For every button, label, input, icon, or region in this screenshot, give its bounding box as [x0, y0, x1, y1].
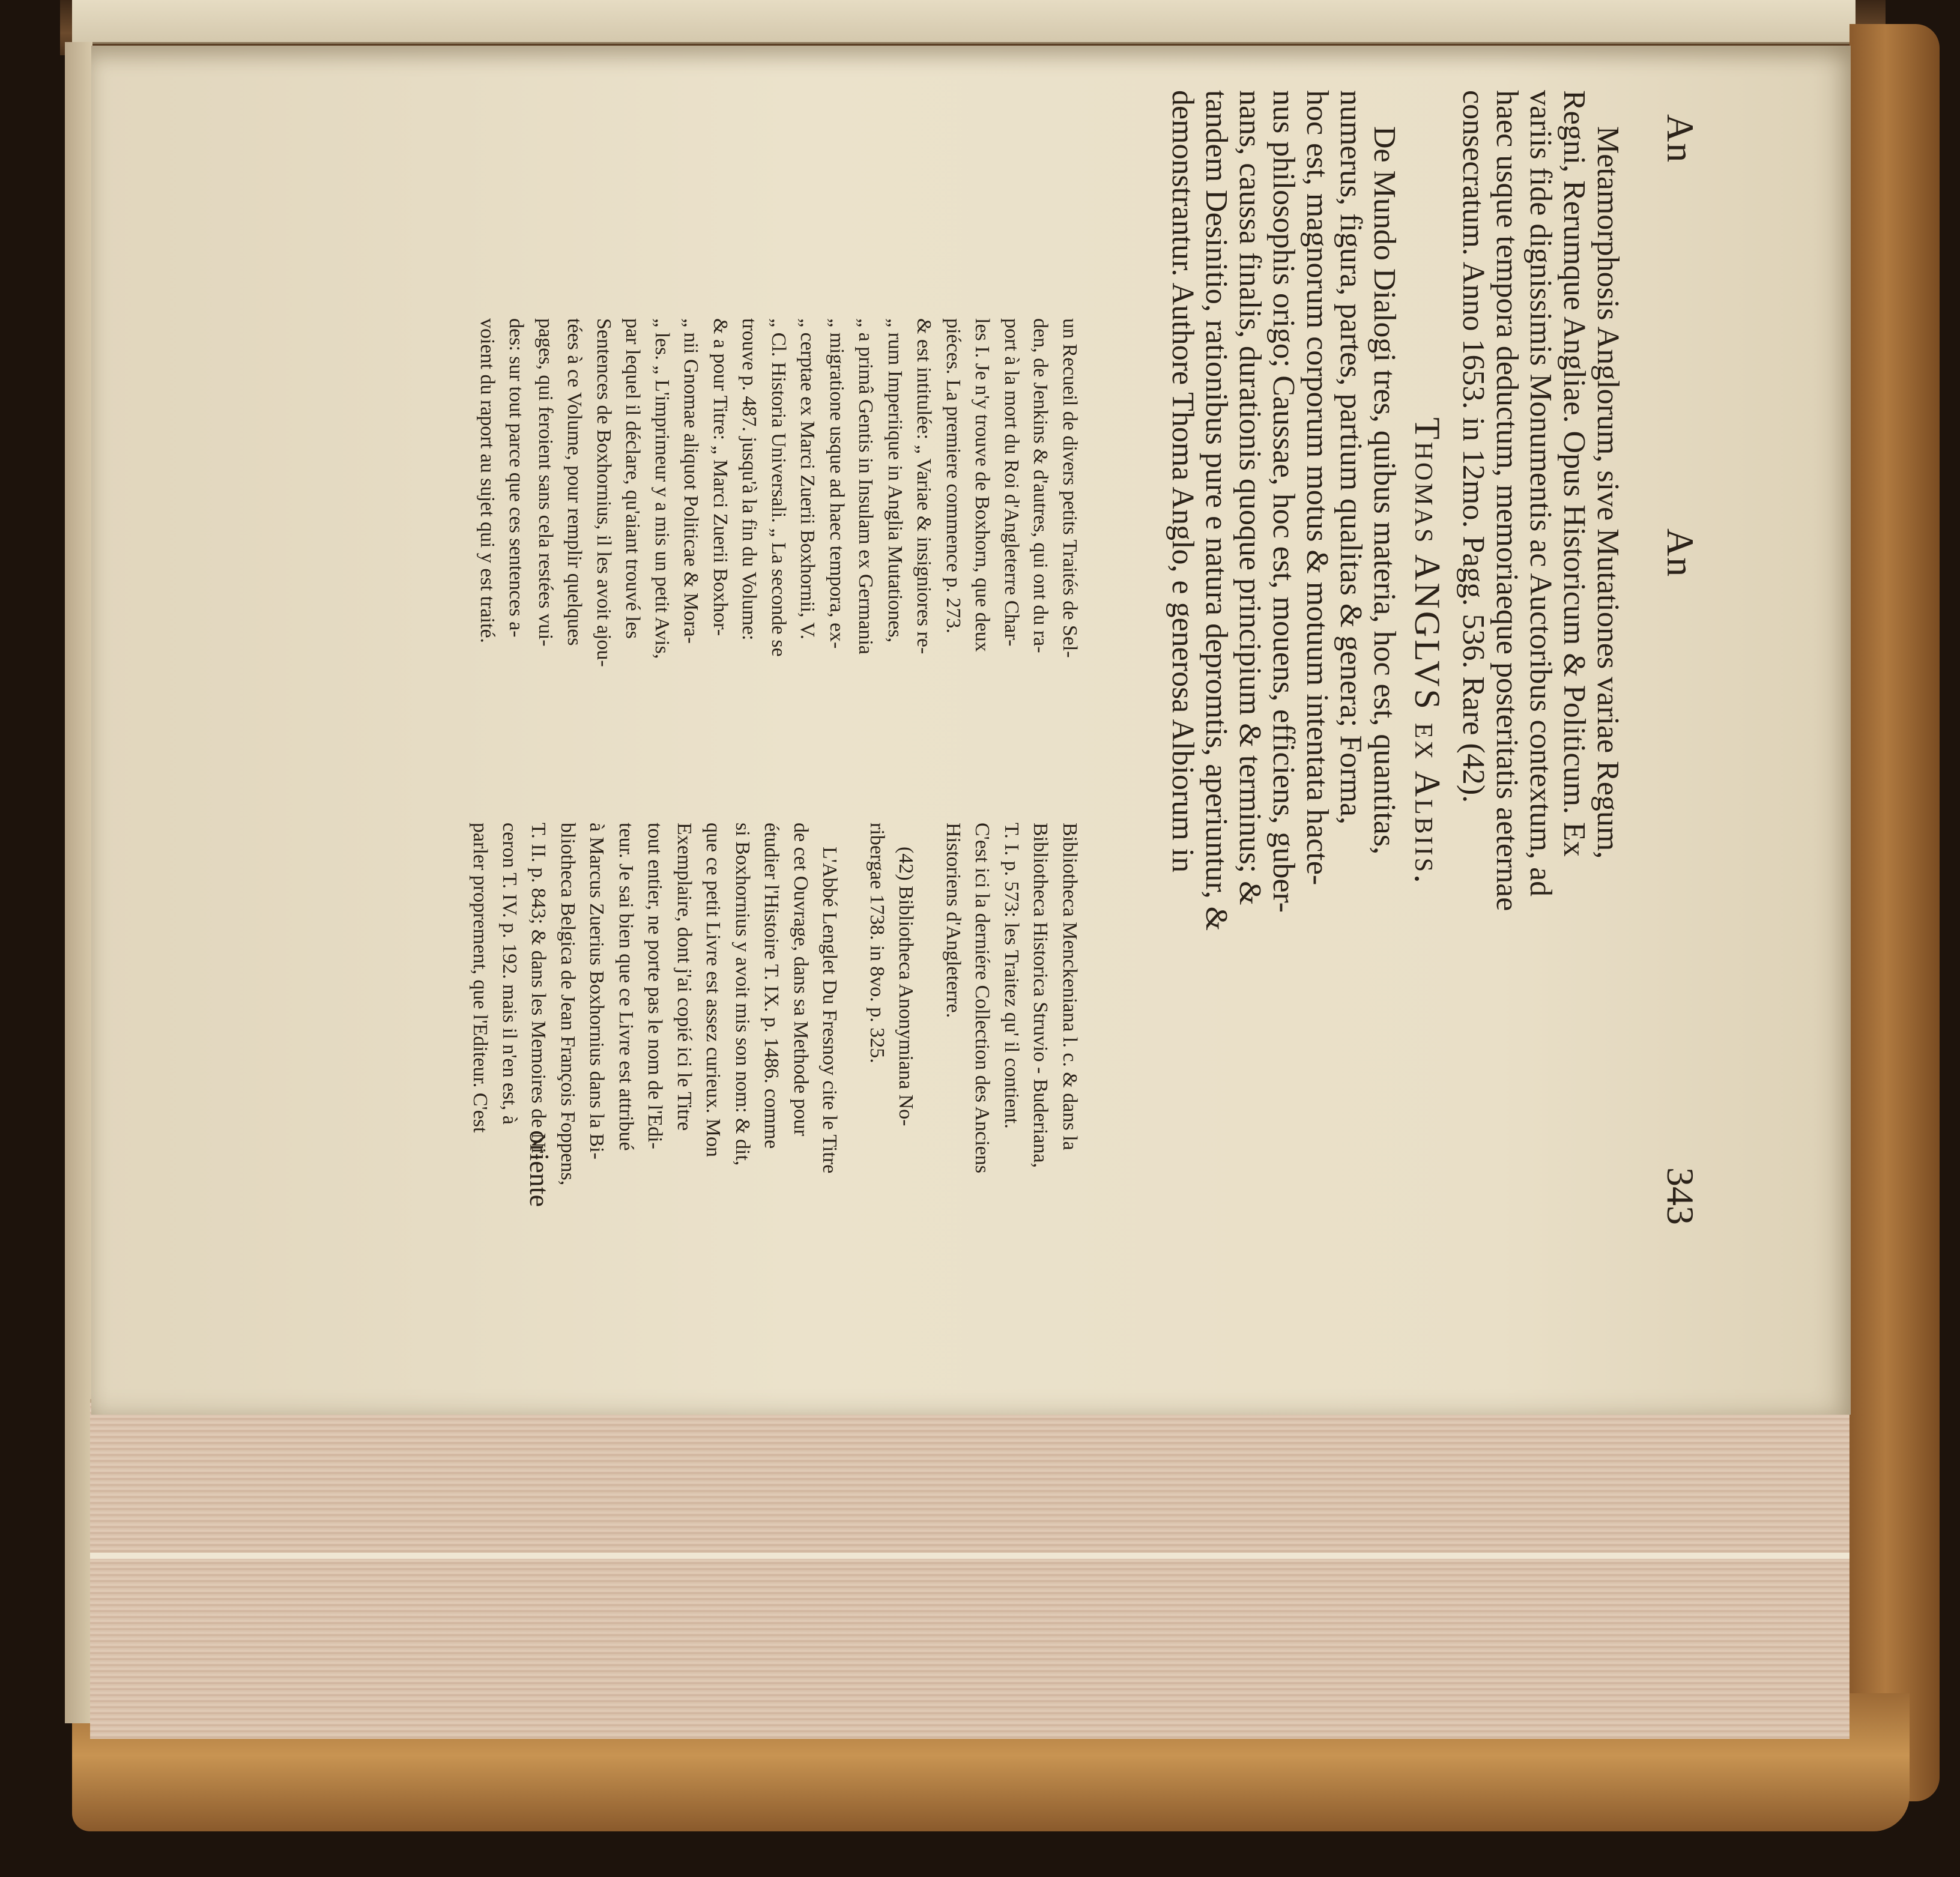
footnote-line: & est intitulée: „ Variae & insigniores re- — [913, 318, 936, 654]
footnote-line: C'est ici la derniére Collection des Anciens — [971, 823, 994, 1173]
entry-heading: Thomas ANGLVS ex Albiis. — [1408, 417, 1447, 886]
footnote-line: Exemplaire, dont j'ai copié ici le Titre — [673, 823, 695, 1131]
entry-line: nans, caussa finalis, durationis quoque principium & terminus; & — [1233, 90, 1267, 905]
footnote-line: si Boxhornius y avoit mis son nom: & dit, — [731, 823, 754, 1166]
footnote-line: parler proprement, que l'Editeur. C'est — [469, 823, 492, 1133]
entry-line: variis fide dignissimis Monumentis ac Auctoribus contextum, ad — [1523, 90, 1558, 897]
entry-line: hoc est, magnorum corporum motus & motuum intentata hacte- — [1300, 90, 1334, 886]
footnote-line: pages, qui feroient sans cela restées vui- — [534, 318, 557, 647]
entry-line: consecratum. Anno 1653. in 12mo. Pagg. 536. Rare (42). — [1456, 90, 1490, 803]
footnote-line: T. I. p. 573: les Traitez qu' il contient. — [1000, 823, 1023, 1129]
footnote-line: „ migratione usque ad haec tempora, ex- — [826, 318, 848, 649]
footnote-line: piéces. La premiere commence p. 273. — [942, 318, 964, 633]
entry-line: Regni, Rerumque Angliae. Opus Historicum & Politicum. Ex — [1557, 90, 1591, 857]
footnote-column-right — [473, 318, 1084, 715]
footnote-line: „ cerptae ex Marci Zuerii Boxhornii, V. — [796, 318, 819, 640]
footnote-line: ribergae 1738. in 8vo. p. 325. — [866, 823, 888, 1063]
footnote-line: un Recueil de divers petits Traités de Sel- — [1059, 318, 1081, 658]
footnote-line: „ Cl. Historia Universali. „ La seconde se — [767, 318, 790, 657]
footnote-line: ceron T. IV. p. 192. mais il n'en est, à — [498, 823, 521, 1125]
facing-page-edge — [72, 0, 1856, 44]
main-text — [1166, 90, 1624, 1213]
footnote-line: L'Abbé Lenglet Du Fresnoy cite le Titre — [818, 847, 841, 1174]
footnote-line: „ nii Gnomae aliquot Politicae & Mora- — [680, 318, 703, 644]
entry-line: haec usque tempora deductum, memoriaeque posteritatis aeternae — [1490, 90, 1524, 911]
page-number: 343 — [1659, 1167, 1702, 1225]
entry-line: tandem Desinitio, rationibus pure e natura depromtis, aperiuntur, & — [1199, 90, 1233, 931]
footnote-line: étudier l'Histoire T. IX. p. 1486. comme — [760, 823, 783, 1149]
page-fore-edge-left — [65, 42, 92, 1723]
footnote-line: tées à ce Volume, pour remplir quelques — [563, 318, 586, 646]
footnote-line: port à la mort du Roi d'Angleterre Char- — [1000, 318, 1023, 647]
entry-line: numerus, figura, partes, partium qualitas & genera; Forma, — [1334, 90, 1368, 825]
entry-line: Metamorphosis Anglorum, sive Mutationes variae Regum, — [1591, 126, 1625, 859]
book-cover-spine-side — [1850, 24, 1940, 1801]
catchword: oriente — [524, 1130, 555, 1207]
entry-line: De Mundo Dialogi tres, quibus materia, hoc est, quantitas, — [1367, 126, 1402, 855]
page-block-edges — [90, 1399, 1850, 1739]
footnote-line: „ les. „ L'imprimeur y a mis un petit Avis, — [651, 318, 673, 659]
footnote-line: des: sur tout parce que ces sentences a- — [505, 318, 528, 638]
running-head-right: An — [1659, 528, 1702, 578]
footnote-line: & a pour Titre: „ Marci Zuerii Boxhor- — [709, 318, 731, 636]
footnote-line: teur. Je sai bien que ce Livre est attribué — [615, 823, 637, 1151]
footnote-column-left — [465, 823, 1084, 1219]
footnote-line: à Marcus Zuerius Boxhornius dans la Bi- — [585, 823, 608, 1159]
rotated-text-page — [423, 90, 1708, 1231]
footnote-line: „ rum Imperiique in Anglia Mutationes, — [884, 318, 906, 643]
footnote-line: „ a primâ Gentis in Insulam ex Germania — [854, 318, 877, 654]
footnote-line: Historiens d'Angleterre. — [942, 823, 964, 1018]
footnote-line: Bibliotheca Historica Struvio - Buderiana, — [1029, 823, 1052, 1168]
footnote-line: Sentences de Boxhornius, il les avoit ajou- — [593, 318, 615, 667]
footnote-line: (42) Bibliotheca Anonymiana No- — [895, 847, 918, 1126]
footnote-line: T. II. p. 843; & dans les Memoires de Ni- — [527, 823, 550, 1161]
entry-line: nus philosophis origo; Caussae, hoc est, mouens, efficiens, guber- — [1266, 90, 1301, 913]
footnote-line: tout entier, ne porte pas le nom de l'Edi- — [644, 823, 667, 1149]
footnote-line: les I. Je n'y trouve de Boxhorn, que deux — [971, 318, 994, 652]
footnote-line: trouve p. 487. jusqu'à la fin du Volume: — [738, 318, 761, 641]
running-head-left: An — [1659, 114, 1702, 164]
entry-line: demonstrantur. Authore Thoma Anglo, e generosa Albiorum in — [1166, 90, 1200, 873]
footnote-line: voient du raport au sujet qui y est traité. — [476, 318, 498, 644]
footnote-line: que ce petit Livre est assez curieux. Mon — [702, 823, 725, 1158]
footnote-line: Bibliotheca Menckeniana l. c. & dans la — [1059, 823, 1081, 1150]
footnote-line: bliotheca Belgica de Jean François Foppens, — [557, 823, 579, 1186]
footnote-line: de cet Ouvrage, dans sa Methode pour — [790, 823, 812, 1137]
footnote-line: den, de Jenkins & d'autres, qui ont du ra- — [1029, 318, 1052, 653]
footnote-line: par lequel il déclare, qu'aiant trouvé les — [622, 318, 644, 639]
